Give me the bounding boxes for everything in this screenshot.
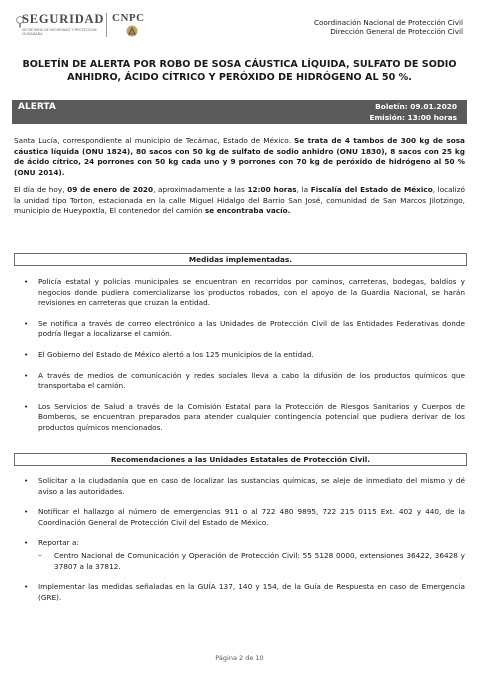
org-line-2: Dirección General de Protección Civil	[330, 27, 463, 36]
page-number: Página 2 de 10	[215, 654, 264, 662]
alert-meta	[369, 101, 457, 123]
logo-left-subtext: SECRETARÍA DE SEGURIDAD Y PROTECCIÓN CIUDADANA	[22, 28, 97, 36]
list-item-text: Se notifica a través de correo electrónico a las Unidades de Protección Civil de las Entidades Federativas donde podría llegar a localizarse el camión.	[38, 318, 465, 339]
cnpc-logo	[112, 12, 162, 38]
bullet-icon: •	[24, 349, 29, 359]
civil-protection-badge-icon	[126, 25, 138, 37]
bulletin-title: BOLETÍN DE ALERTA POR ROBO DE SOSA CÁUSTICA LÍQUIDA, SULFATO DE SODIO ANHIDRO, ÁCIDO CÍTRICO Y PERÓXIDO DE HIDRÓGENO AL 50 %.	[22, 59, 457, 83]
p2-time: 12:00 horas	[247, 185, 297, 194]
bulletin-number: Boletín: 09.01.2020	[375, 102, 457, 111]
bullet-icon: •	[24, 507, 29, 517]
emission-time: Emisión: 13:00 horas	[369, 113, 457, 122]
list-item	[14, 582, 465, 603]
p2-date: 09 de enero de 2020	[67, 185, 154, 194]
bullet-icon: •	[24, 538, 29, 548]
recommendations-heading: Recomendaciones a las Unidades Estatales de Protección Civil.	[14, 453, 467, 466]
alert-label: ALERTA	[18, 102, 56, 112]
p2-authority: Fiscalía del Estado de México	[310, 185, 433, 194]
recommendations-list	[14, 476, 465, 613]
seguridad-logo	[16, 12, 104, 38]
p2-status: se encontraba vacío.	[204, 206, 291, 216]
bullet-icon: •	[24, 582, 29, 592]
list-item-text: Policía estatal y policías municipales se encuentran en recorridos por caminos, carreteras, bodegas, baldíos y negocios donde pudiera comercializarse los productos robados, con el apoyo de la Guardia Nacional, se harán revisiones en carreteras que cruzan la entidad.	[38, 277, 465, 308]
document-header	[16, 12, 463, 38]
list-item-text: Reportar a:	[38, 538, 79, 548]
alert-bar	[12, 100, 467, 124]
bullet-icon: •	[24, 277, 29, 286]
intro-paragraph-2	[14, 185, 465, 217]
intro-paragraph-1	[14, 136, 465, 178]
p2-text: , la	[296, 185, 311, 194]
p2-text: , aproximadamente a las	[153, 185, 248, 194]
p2-text: El día de hoy,	[14, 185, 68, 194]
logo-left-text: SEGURIDAD	[22, 12, 105, 26]
sub-list-item	[38, 551, 465, 572]
bullet-icon: •	[24, 318, 29, 328]
measures-heading: Medidas implementadas.	[14, 253, 467, 266]
list-item	[14, 402, 465, 434]
bullet-icon: •	[24, 401, 29, 411]
header-divider	[106, 13, 107, 37]
org-line-1: Coordinación Nacional de Protección Civil	[313, 18, 463, 27]
list-item	[14, 319, 465, 340]
logo-right-text: CNPC	[112, 12, 145, 24]
dash-icon: –	[38, 550, 42, 560]
list-item	[14, 476, 465, 497]
intro-p1-bold: Se trata de 4 tambos de 300 kg de sosa cáustica líquida (ONU 1824), 80 sacos con 50 kg de sulfato de sodio anhidro (ONU 1830), 8 sacos con 25 kg de ácido cítrico, 24 porrones con 50 kg cada uno y 9 porrones con 70 kg de peróxido de hidrógeno al 50 % (ONU 2014).	[14, 136, 465, 177]
list-item	[14, 277, 465, 309]
sub-list-item-text: Centro Nacional de Comunicación y Operación de Protección Civil: 55 5128 0000, extensiones 36422, 36428 y 37807 a la 37812.	[54, 550, 465, 571]
intro-p1-plain: Santa Lucía, correspondiente al municipio de Tecámac, Estado de México.	[14, 136, 295, 145]
list-item-text: Notificar el hallazgo al número de emergencias 911 o al 722 480 9895, 722 215 0115 Ext. 402 y 440, de la Coordinación General de Protección Civil del Estado de México.	[38, 507, 465, 527]
list-item	[14, 538, 465, 572]
list-item	[14, 371, 465, 392]
list-item	[14, 507, 465, 528]
list-item-text: Implementar las medidas señaladas en la GUÍA 137, 140 y 154, de la Guía de Respuesta en caso de Emergencia (GRE).	[38, 582, 465, 602]
list-item-text: El Gobierno del Estado de México alertó a los 125 municipios de la entidad.	[38, 349, 314, 359]
list-item-text: Los Servicios de Salud a través de la Comisión Estatal para la Protección de Riesgos Sanitarios y Cuerpos de Bomberos, se encuentran preparados para atender cualquier contingencia potencial que pudiera derivar de los productos químicos mencionados.	[38, 401, 465, 432]
bullet-icon: •	[24, 476, 29, 485]
header-organization	[314, 18, 463, 36]
list-item-text: Solicitar a la ciudadanía que en caso de localizar las sustancias químicas, se aleje de inmediato del mismo y dé aviso a las autoridades.	[38, 476, 465, 496]
measures-list	[14, 277, 465, 444]
p2-text: , localizó la unidad tipo Torton, estacionada en la calle Miguel Hidalgo del Barrio San José, comunidad de San Marcos Jilotzingo, municipio de Hueypoxtla, El contenedor del camión	[14, 185, 465, 216]
bullet-icon: •	[24, 370, 29, 380]
list-item-text: A través de medios de comunicación y redes sociales lleva a cabo la difusión de los productos químicos que transportaba el camión.	[38, 370, 465, 391]
list-item	[14, 350, 465, 361]
